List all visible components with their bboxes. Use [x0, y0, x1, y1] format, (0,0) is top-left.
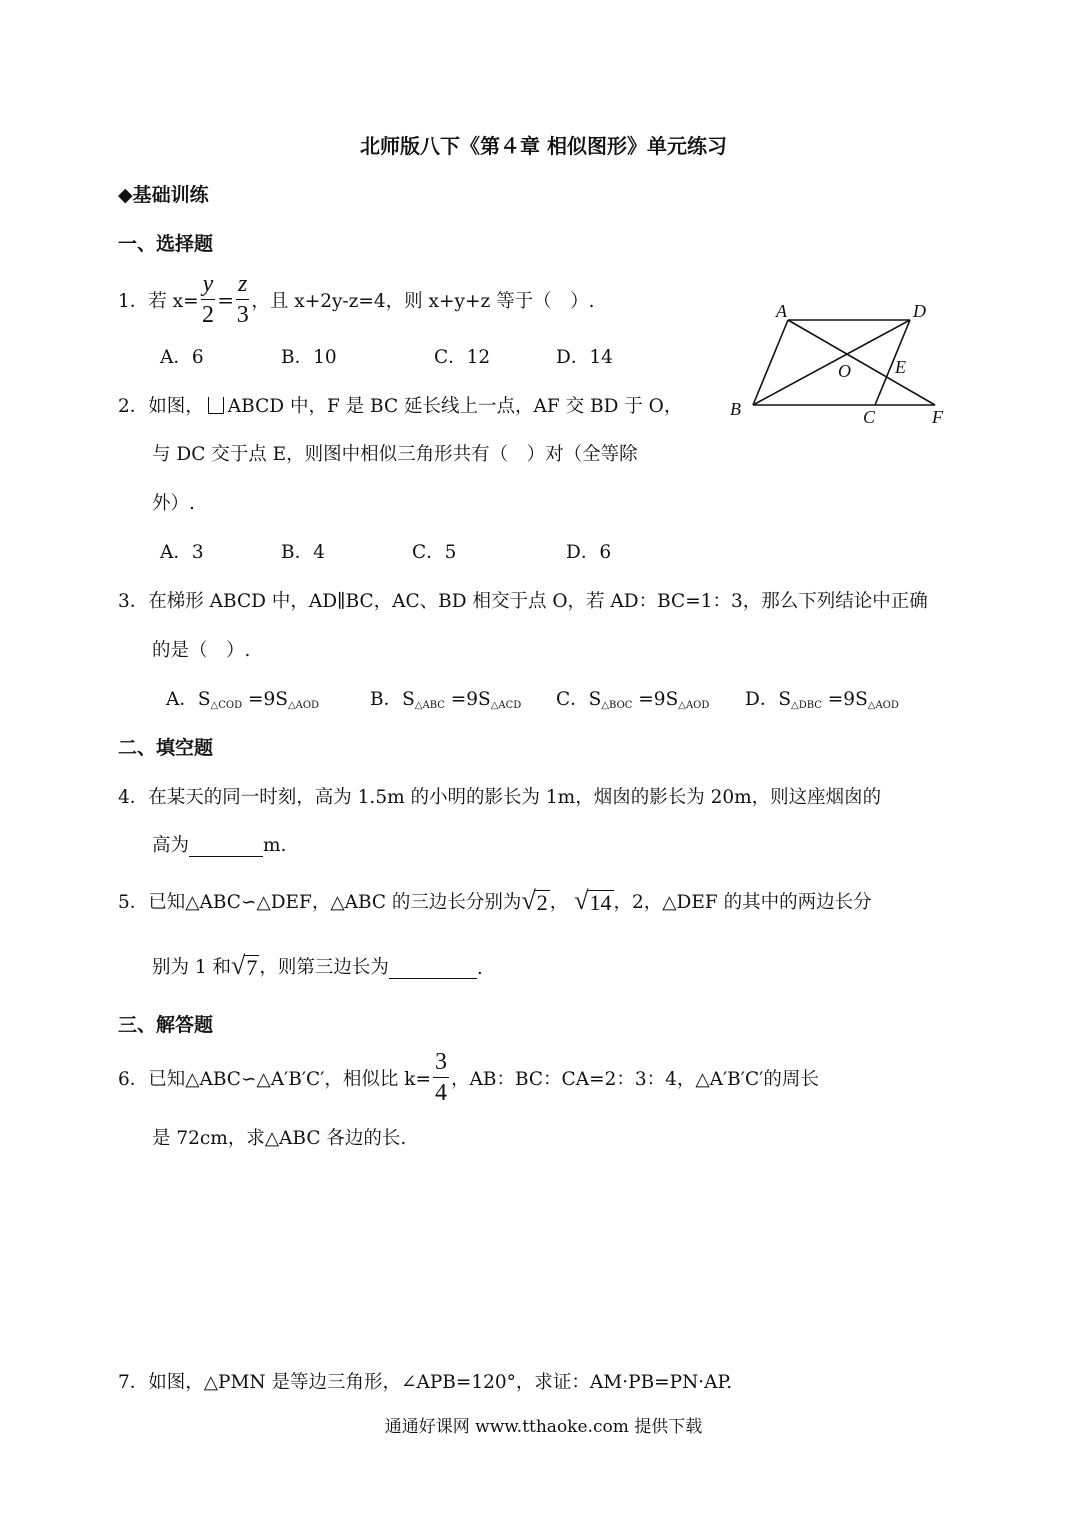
q4-line2: 高为 m.: [152, 835, 287, 856]
segment-BD: [753, 320, 910, 405]
question-6: [118, 1050, 819, 1105]
q5-sqrt-2: √ 2: [521, 886, 548, 915]
q3-option-d: D．$S_{\triangle DBC} =9S_{\triangle AOD}$: [745, 689, 899, 711]
q6-fraction-3-4: $\frac{3}{4}$: [435, 1049, 447, 1106]
segment-AF: [788, 320, 935, 405]
q5-sqrt-14: √ 14: [574, 886, 612, 915]
q3-line2: 的是（ ）.: [152, 640, 251, 661]
q7-text: 如图，△PMN 是等边三角形，∠APB=120°，求证：AM·PB=PN·AP.: [148, 1372, 733, 1393]
q3-number: 3．: [118, 591, 149, 612]
q1-option-b: B．10: [281, 347, 337, 368]
q2-number: 2．: [118, 396, 149, 417]
section-fill-in: 二、填空题: [118, 737, 214, 759]
q2-option-b: B．4: [281, 542, 325, 563]
question-2: [118, 392, 682, 418]
question-4: [118, 783, 881, 809]
question-5: [118, 888, 872, 914]
question-3: [118, 587, 928, 613]
q2-option-c: C．5: [412, 542, 457, 563]
q2-line3: 外）.: [152, 493, 195, 514]
q2-line2: 与 DC 交于点 E，则图中相似三角形共有（ ）对（全等除: [152, 444, 638, 465]
q5-separator: ，: [549, 892, 569, 913]
q1-post: ，且 x+2y-z=4，则 x+y+z 等于（ ）.: [251, 290, 595, 312]
label-A: A: [776, 301, 787, 321]
q1-fraction-y: $\frac{y}{2}$: [201, 271, 214, 328]
label-E: E: [895, 357, 906, 377]
q6-line1-pre: 已知△ABC∽△A′B′C′，相似比 k=: [148, 1068, 431, 1090]
q3-option-a: A．$S_{\triangle COD} =9S_{\triangle AOD}$: [166, 689, 320, 711]
q3-option-b: B．$S_{\triangle ABC} =9S_{\triangle ACD}$: [370, 689, 522, 711]
parallelogram-figure: [720, 295, 960, 435]
q5-line1-pre: 已知△ABC∽△DEF，△ABC 的三边长分别为: [148, 892, 522, 913]
question-1: [118, 272, 594, 327]
q7-number: 7．: [118, 1372, 149, 1393]
q2-option-a: A．3: [160, 542, 204, 563]
section-choice: 一、选择题: [118, 233, 214, 255]
q5-number: 5．: [118, 892, 149, 913]
section-solution: 三、解答题: [118, 1014, 214, 1036]
q4-answer-blank[interactable]: [189, 835, 263, 857]
q2-line1-pre: 如图，: [148, 396, 204, 417]
label-C: C: [863, 407, 876, 427]
question-7: [118, 1368, 732, 1394]
q6-number: 6．: [118, 1068, 149, 1090]
q1-option-a: A．6: [160, 347, 204, 368]
q1-option-d: D．14: [556, 347, 613, 368]
label-D: D: [913, 301, 926, 321]
parallelogram-icon: [208, 397, 224, 414]
q6-line2: 是 72cm，求△ABC 各边的长.: [152, 1128, 407, 1149]
q4-line1: 在某天的同一时刻，高为 1.5m 的小明的影长为 1m，烟囱的影长为 20m，则这座烟囱的: [148, 787, 882, 808]
q6-line1-post: ，AB：BC：CA=2：3：4，△A′B′C′的周长: [451, 1068, 819, 1090]
section-basic-training: ◆基础训练: [118, 184, 209, 206]
q1-option-c: C．12: [434, 347, 491, 368]
label-F: F: [932, 407, 943, 427]
q1-number: 1．: [118, 290, 149, 312]
label-B: B: [730, 399, 741, 419]
q2-line1-post: ABCD 中，F 是 BC 延长线上一点，AF 交 BD 于 O，: [227, 396, 683, 417]
q3-line1: 在梯形 ABCD 中，AD∥BC，AC、BD 相交于点 O，若 AD：BC=1：3，那么下列结论中正确: [148, 591, 928, 612]
q5-sqrt-7: √ 7: [231, 951, 258, 980]
q5-line1-post: ，2，△DEF 的其中的两边长分: [613, 892, 872, 913]
q3-option-c: C．$S_{\triangle BOC} =9S_{\triangle AOD}$: [556, 689, 710, 711]
q4-number: 4．: [118, 787, 149, 808]
label-O: O: [838, 361, 851, 381]
page-title: 北师版八下《第４章 相似图形》单元练习: [360, 134, 727, 158]
segment-AB: [753, 320, 788, 405]
q5-line2: 别为 1 和 √ 7 ，则第三边长为 .: [152, 951, 483, 980]
q1-fraction-z: $\frac{z}{3}$: [236, 271, 249, 328]
q1-equals: =: [217, 287, 235, 312]
q5-answer-blank[interactable]: [389, 957, 477, 979]
q1-pre: 若 x=: [148, 290, 199, 312]
q2-option-d: D．6: [566, 542, 612, 563]
page-footer: 通通好课网 www.tthaoke.com 提供下载: [384, 1417, 703, 1437]
